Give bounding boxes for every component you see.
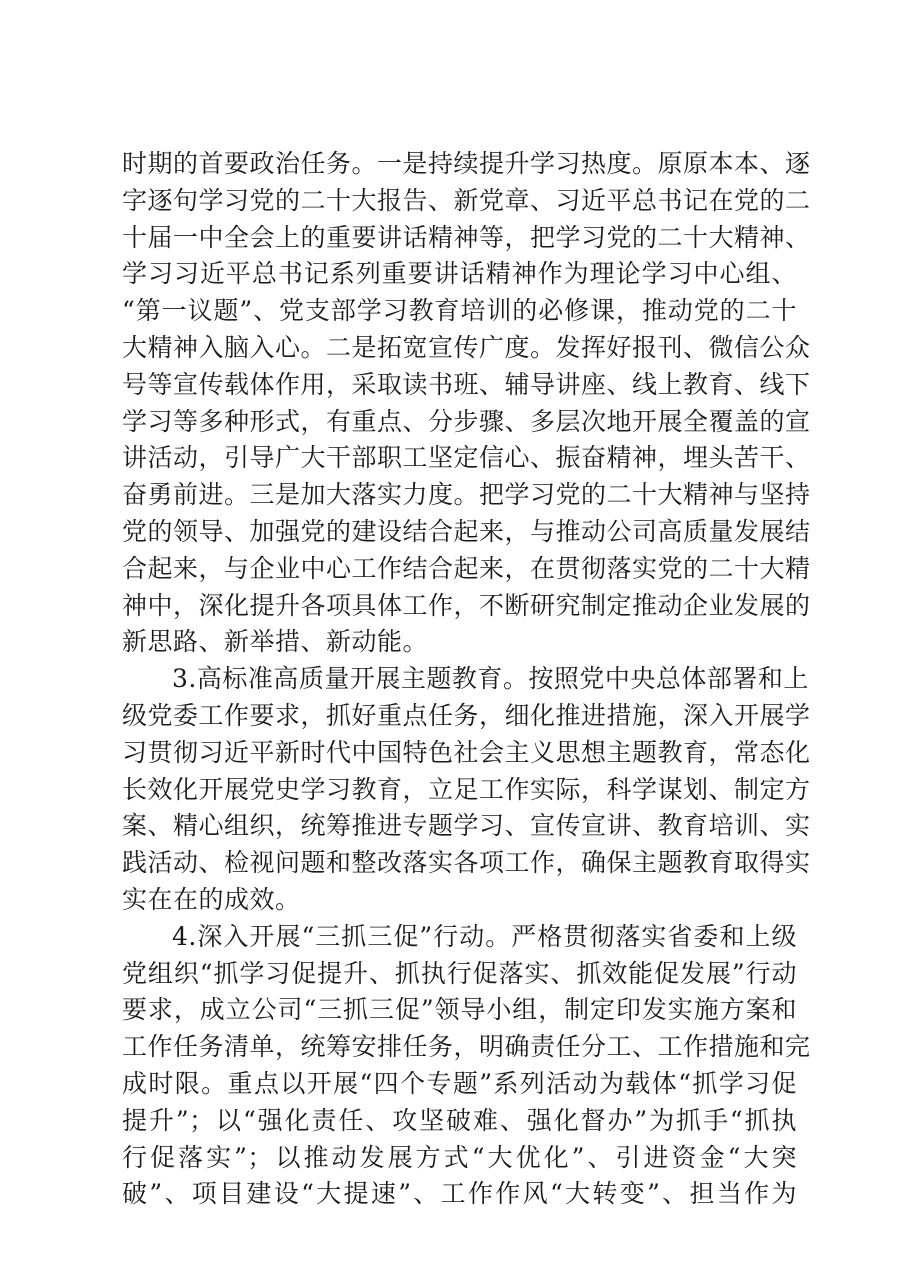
- text-line: 践活动、检视问题和整改落实各项工作，确保主题教育取得实: [122, 848, 811, 878]
- text-line: 实在在的成效。: [122, 884, 301, 914]
- text-line: 十届一中全会上的重要讲话精神等，把学习党的二十大精神、: [122, 222, 811, 252]
- text-line: 提升”；以“强化责任、攻坚破难、强化督办”为抓手“抓执: [122, 1105, 797, 1135]
- text-line: 学习等多种形式，有重点、分步骤、多层次地开展全覆盖的宣: [122, 406, 811, 436]
- document-body: [122, 146, 811, 1213]
- text-line: “第一议题”、党支部学习教育培训的必修课，推动党的二十: [122, 296, 797, 326]
- text-line: 时期的首要政治任务。一是持续提升学习热度。原原本本、逐: [122, 149, 811, 178]
- text-line: 奋勇前进。三是加大落实力度。把学习党的二十大精神与坚持: [122, 480, 811, 510]
- paragraph-three-grasps-three-promotes: [122, 919, 811, 1213]
- text-line: 长效化开展党史学习教育，立足工作实际，科学谋划、制定方: [122, 774, 811, 804]
- text-line: 案、精心组织，统筹推进专题学习、宣传宣讲、教育培训、实: [122, 811, 811, 841]
- text-line: 大精神入脑入心。二是拓宽宣传广度。发挥好报刊、微信公众: [122, 332, 811, 362]
- text-line: 成时限。重点以开展“四个专题”系列活动为载体“抓学习促: [122, 1068, 797, 1098]
- text-line: 4.深入开展“三抓三促”行动。严格贯彻落实省委和上级: [172, 921, 797, 951]
- text-line: 党组织“抓学习促提升、抓执行促落实、抓效能促发展”行动: [122, 958, 797, 988]
- text-line: 号等宣传载体作用，采取读书班、辅导讲座、线上教育、线下: [122, 369, 811, 399]
- text-line: 级党委工作要求，抓好重点任务，细化推进措施，深入开展学: [122, 700, 811, 730]
- text-line: 字逐句学习党的二十大报告、新党章、习近平总书记在党的二: [122, 185, 811, 215]
- text-line: 要求，成立公司“三抓三促”领导小组，制定印发实施方案和: [122, 995, 797, 1025]
- text-line: 3.高标准高质量开展主题教育。按照党中央总体部署和上: [172, 664, 809, 694]
- text-line: 讲活动，引导广大干部职工坚定信心、振奋精神，埋头苦干、: [122, 443, 811, 473]
- text-line: 合起来，与企业中心工作结合起来，在贯彻落实党的二十大精: [122, 553, 811, 583]
- text-line: 新思路、新举措、新动能。: [122, 627, 429, 657]
- text-line: 学习习近平总书记系列重要讲话精神作为理论学习中心组、: [122, 259, 797, 289]
- text-line: 工作任务清单，统筹安排任务，明确责任分工、工作措施和完: [122, 1032, 811, 1062]
- text-line: 党的领导、加强党的建设结合起来，与推动公司高质量发展结: [122, 516, 811, 546]
- text-line: 破”、项目建设“大提速”、工作作风“大转变”、担当作为: [122, 1179, 797, 1209]
- paragraph-party-congress-study: [122, 146, 811, 661]
- text-line: 行促落实”；以推动发展方式“大优化”、引进资金“大突: [122, 1142, 797, 1172]
- paragraph-theme-education: [122, 661, 811, 919]
- text-line: 习贯彻习近平新时代中国特色社会主义思想主题教育，常态化: [122, 737, 811, 767]
- text-line: 神中，深化提升各项具体工作，不断研究制定推动企业发展的: [122, 590, 811, 620]
